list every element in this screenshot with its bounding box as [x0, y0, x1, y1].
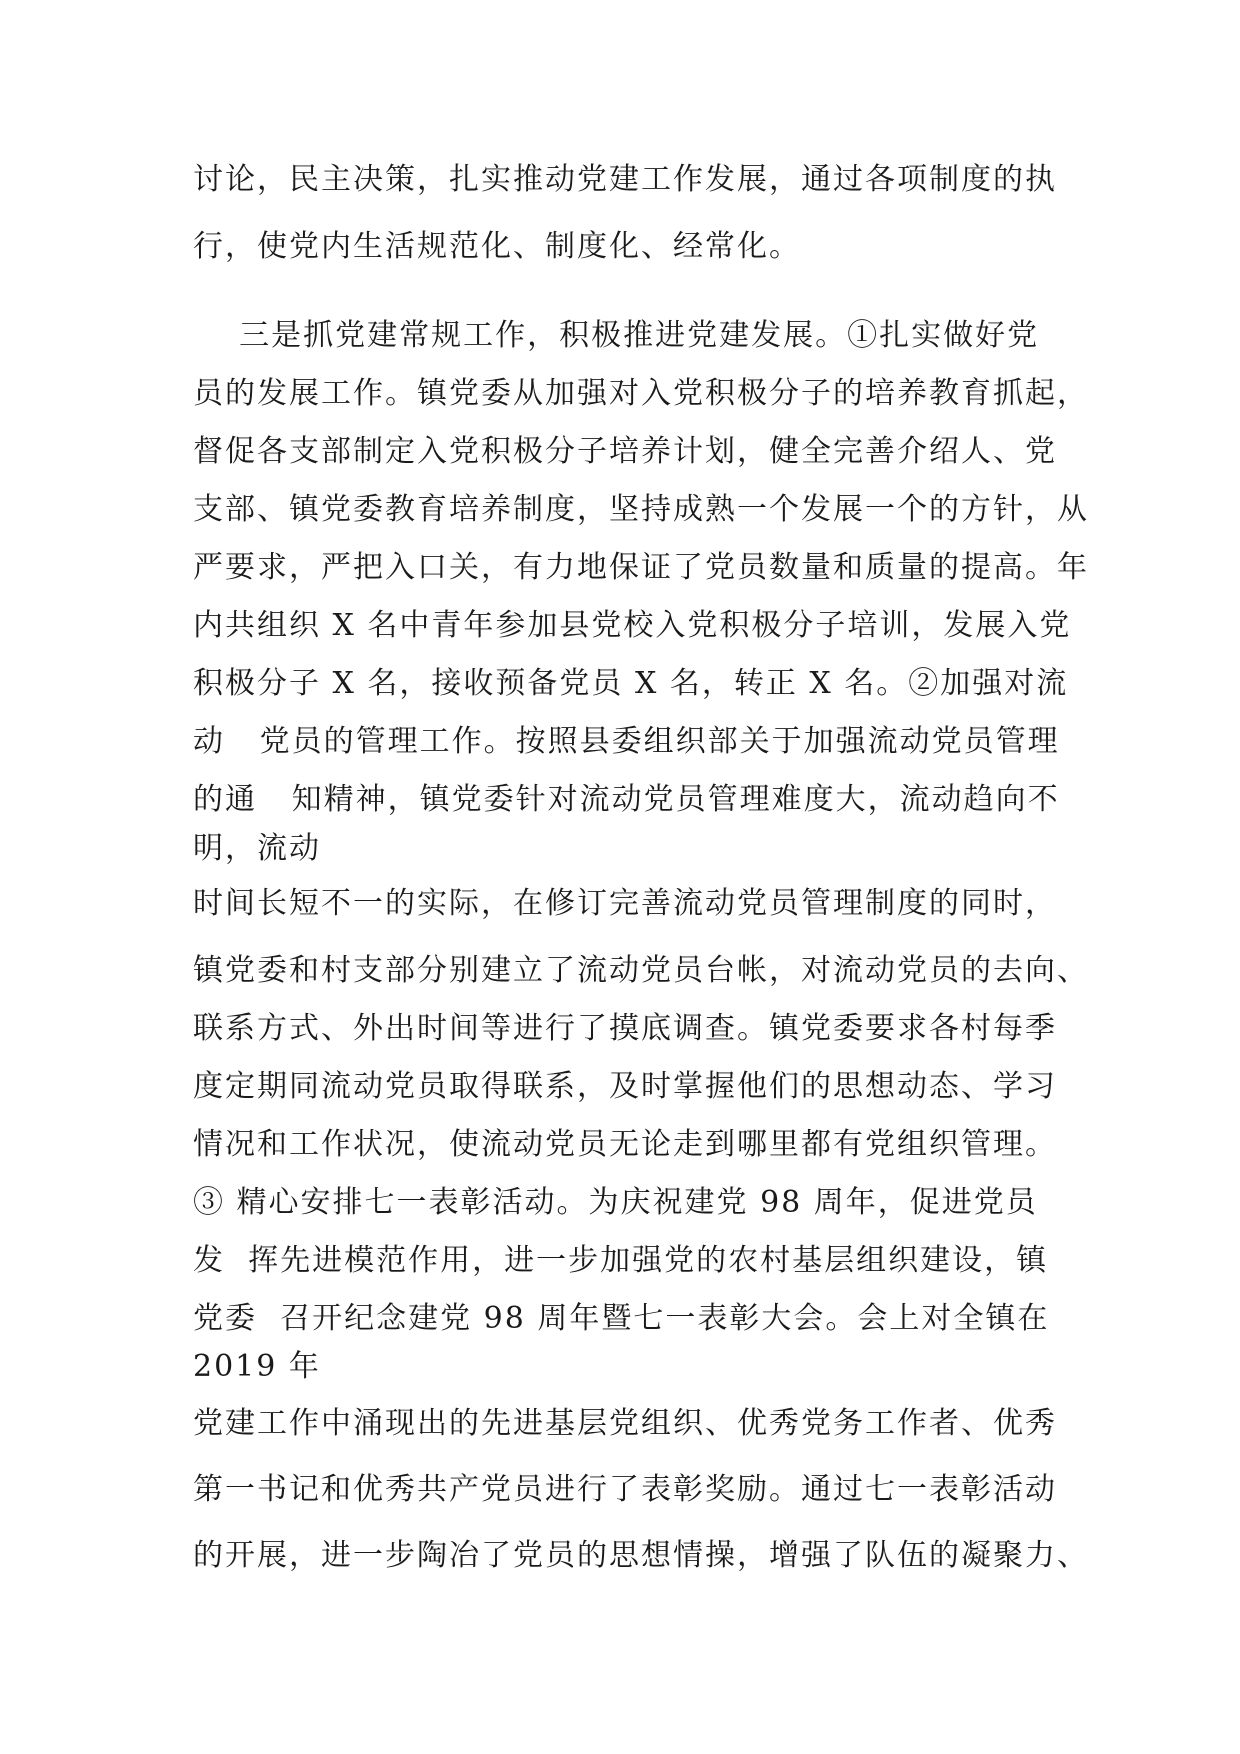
- text-line-9: 积极分子 X 名，接收预备党员 X 名，转正 X 名。②加强对流: [193, 666, 1069, 701]
- text-line-6: 支部、镇党委教育培养制度，坚持成熟一个发展一个的方针，从: [193, 492, 1089, 527]
- text-line-15: 联系方式、外出时间等进行了摸底调查。镇党委要求各村每季: [193, 1011, 1057, 1046]
- text-line-3: 三是抓党建常规工作，积极推进党建发展。①扎实做好党: [193, 318, 1040, 353]
- text-line-1: 讨论，民主决策，扎实推动党建工作发展，通过各项制度的执: [193, 162, 1057, 197]
- text-line-19: 发 挥先进模范作用，进一步加强党的农村基层组织建设，镇: [193, 1243, 1049, 1278]
- text-line-24: 的开展，进一步陶冶了党员的思想情操，增强了队伍的凝聚力、: [193, 1538, 1089, 1573]
- text-line-18: ③ 精心安排七一表彰活动。为庆祝建党 98 周年，促进党员: [193, 1185, 1038, 1220]
- text-line-5: 督促各支部制定入党积极分子培养计划，健全完善介绍人、党: [193, 434, 1057, 469]
- text-line-2: 行，使党内生活规范化、制度化、经常化。: [193, 229, 801, 264]
- text-line-23: 第一书记和优秀共产党员进行了表彰奖励。通过七一表彰活动: [193, 1472, 1057, 1507]
- text-line-11: 的通 知精神，镇党委针对流动党员管理难度大，流动趋向不: [193, 782, 1060, 817]
- text-line-22: 党建工作中涌现出的先进基层党组织、优秀党务工作者、优秀: [193, 1406, 1057, 1441]
- text-line-14: 镇党委和村支部分别建立了流动党员台帐，对流动党员的去向、: [193, 953, 1089, 988]
- text-line-20: 党委 召开纪念建党 98 周年暨七一表彰大会。会上对全镇在: [193, 1301, 1050, 1336]
- text-line-16: 度定期同流动党员取得联系，及时掌握他们的思想动态、学习: [193, 1069, 1057, 1104]
- text-line-4: 员的发展工作。镇党委从加强对入党积极分子的培养教育抓起，: [193, 376, 1089, 411]
- text-line-10: 动 党员的管理工作。按照县委组织部关于加强流动党员管理: [193, 724, 1060, 759]
- text-line-8: 内共组织 X 名中青年参加县党校入党积极分子培训，发展入党: [193, 608, 1072, 643]
- text-line-17: 情况和工作状况，使流动党员无论走到哪里都有党组织管理。: [193, 1127, 1057, 1162]
- text-line-12: 明，流动: [193, 831, 321, 866]
- text-line-7: 严要求，严把入口关，有力地保证了党员数量和质量的提高。年: [193, 550, 1089, 585]
- text-line-21: 2019 年: [193, 1349, 321, 1384]
- text-line-13: 时间长短不一的实际，在修订完善流动党员管理制度的同时，: [193, 886, 1057, 921]
